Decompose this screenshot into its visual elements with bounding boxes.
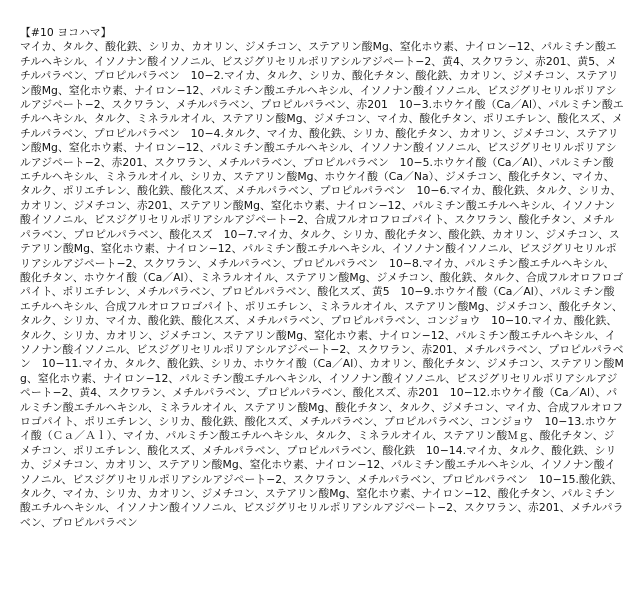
document-heading: 【#10 ヨコハマ】: [20, 26, 112, 39]
ingredient-document: [20, 26, 624, 530]
ingredient-list-text: マイカ、タルク、酸化鉄、シリカ、カオリン、ジメチコン、ステアリン酸Mg、窒化ホウ素、ナイロン−12、パルミチン酸エチルヘキシル、イソノナン酸イソノニル、ビスジグリセリルポリアシルアジペート−2、黄4、スクワラン、赤201、黄5、メチルパラベン、プロピルパラベン 10−2.マイカ、タルク、シリカ、酸化チタン、酸化鉄、カオリン、ジメチコン、ステアリン酸Mg、窒化ホウ素、ナイロン−12、パルミチン酸エチルヘキシル、イソノナン酸イソノニル、ビスジグリセリルポリアシルアジペート−2、スクワラン、メチルパラベン、プロピルパラベン、赤201 10−3.ホウケイ酸（Ca／Al）、パルミチン酸エチルヘキシル、タルク、ミネラルオイル、ステアリン酸Mg、ジメチコン、マイカ、酸化チタン、ポリエチレン、酸化スズ、メチルパラベン、プロピルパラベン 10−4.タルク、マイカ、酸化鉄、シリカ、酸化チタン、カオリン、ジメチコン、ステアリン酸Mg、窒化ホウ素、ナイロン−12、パルミチン酸エチルヘキシル、イソノナン酸イソノニル、ビスジグリセリルポリアシルアジペート−2、赤201、スクワラン、メチルパラベン、プロピルパラベン 10−5.ホウケイ酸（Ca／Al）、パルミチン酸エチルヘキシル、ミネラルオイル、シリカ、ステアリン酸Mg、ホウケイ酸（Ca／Na）、ジメチコン、酸化チタン、マイカ、タルク、ポリエチレン、酸化鉄、酸化スズ、メチルパラベン、プロピルパラベン 10−6.マイカ、酸化鉄、タルク、シリカ、カオリン、ジメチコン、赤201、ステアリン酸Mg、窒化ホウ素、ナイロン−12、パルミチン酸エチルヘキシル、イソノナン酸イソノニル、ビスジグリセリルポリアシルアジペート−2、合成フルオロフロゴパイト、スクワラン、酸化チタン、メチルパラベン、プロピルパラベン、酸化スズ 10−7.マイカ、タルク、シリカ、酸化チタン、酸化鉄、カオリン、ジメチコン、ステアリン酸Mg、窒化ホウ素、ナイロン−12、パルミチン酸エチルヘキシル、イソノナン酸イソノニル、ビスジグリセリルポリアシルアジペート−2、スクワラン、メチルパラベン、プロピルパラベン 10−8.マイカ、パルミチン酸エチルヘキシル、酸化チタン、ホウケイ酸（Ca／Al）、ミネラルオイル、ステアリン酸Mg、ジメチコン、酸化鉄、タルク、合成フルオロフロゴパイト、ポリエチレン、メチルパラベン、プロピルパラベン、酸化スズ、黄5 10−9.ホウケイ酸（Ca／Al）、パルミチン酸エチルヘキシル、合成フルオロフロゴパイト、ポリエチレン、ミネラルオイル、ステアリン酸Mg、ジメチコン、酸化チタン、タルク、シリカ、マイカ、酸化鉄、酸化スズ、メチルパラベン、プロピルパラベン、コンジョウ 10−10.マイカ、酸化鉄、タルク、シリカ、カオリン、ジメチコン、ステアリン酸Mg、窒化ホウ素、ナイロン−12、パルミチン酸エチルヘキシル、イソノナン酸イソノニル、ビスジグリセリルポリアシルアジペート−2、スクワラン、赤201、メチルパラベン、プロピルパラベン 10−11.マイカ、タルク、酸化鉄、シリカ、ホウケイ酸（Ca／Al）、カオリン、酸化チタン、ジメチコン、ステアリン酸Mg、窒化ホウ素、ナイロン−12、パルミチン酸エチルヘキシル、イソノナン酸イソノニル、ビスジグリセリルポリアシルアジペート−2、黄4、スクワラン、メチルパラベン、プロピルパラベン、酸化スズ、赤201 10−12.ホウケイ酸（Ca／Al）、パルミチン酸エチルヘキシル、ミネラルオイル、ステアリン酸Mg、酸化チタン、タルク、ジメチコン、マイカ、合成フルオロフロゴパイト、ポリエチレン、シリカ、酸化鉄、酸化スズ、メチルパラベン、プロピルパラベン、コンジョウ 10−13.ホウケイ酸（Ｃａ／Ａｌ）、マイカ、パルミチン酸エチルヘキシル、タルク、ミネラルオイル、ステアリン酸Ｍｇ、酸化チタン、ジメチコン、ポリエチレン、酸化スズ、メチルパラベン、プロピルパラベン、酸化鉄 10−14.マイカ、タルク、酸化鉄、シリカ、ジメチコン、カオリン、ステアリン酸Mg、窒化ホウ素、ナイロン−12、パルミチン酸エチルヘキシル、イソノナン酸イソノニル、ビスジグリセリルポリアシルアジペート−2、スクワラン、メチルパラベン、プロピルパラベン 10−15.酸化鉄、タルク、マイカ、シリカ、カオリン、ジメチコン、ステアリン酸Mg、窒化ホウ素、ナイロン−12、酸化チタン、パルミチン酸エチルヘキシル、イソノナン酸イソノニル、ビスジグリセリルポリアシルアジペート−2、スクワラン、赤201、メチルパラベン、プロピルパラベン: [20, 40, 624, 529]
